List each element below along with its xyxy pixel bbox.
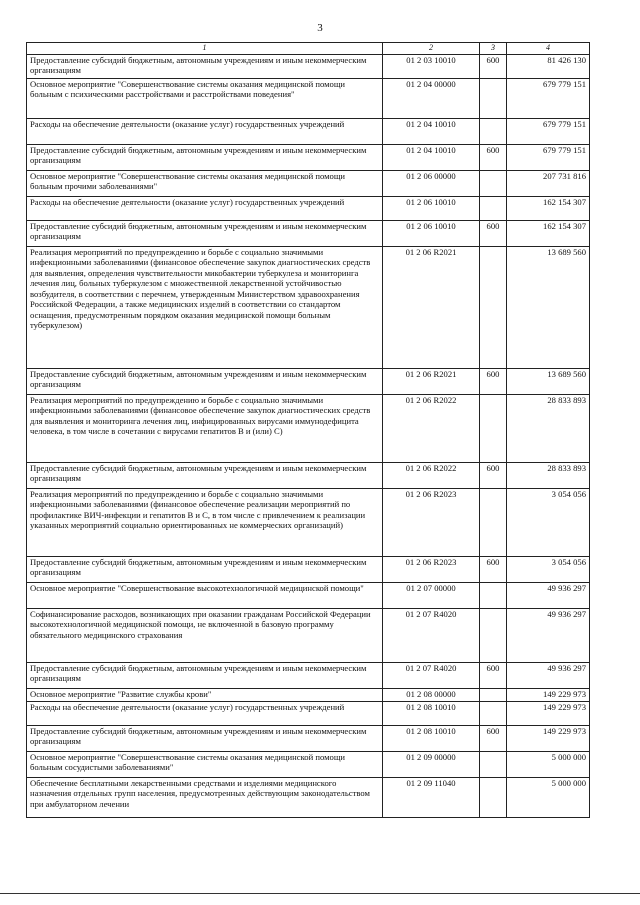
row-name: Предоставление субсидий бюджетным, автономным учреждениям и иным некоммерческим организациям [27,55,383,79]
row-vr: 600 [480,663,507,689]
row-name: Основное мероприятие "Совершенствование системы оказания медицинской помощи больным прочими заболеваниями" [27,171,383,197]
row-code: 01 2 08 10010 [383,726,480,752]
table-row [27,221,590,247]
table-row [27,463,590,489]
row-code: 01 2 07 R4020 [383,609,480,663]
row-name: Основное мероприятие "Развитие службы крови" [27,689,383,702]
row-name: Реализация мероприятий по предупреждению и борьбе с социально значимыми инфекционными заболеваниями (финансовое обеспечение закупок диагностических средств для выявления и мониторинга лечения лиц, инфицированных вирусами иммунодефицита человека, в том числе в сочетании с вирусами гепатитов В и (или) С) [27,395,383,463]
row-amount: 149 229 973 [507,702,590,726]
row-amount: 28 833 893 [507,463,590,489]
row-code: 01 2 06 00000 [383,171,480,197]
row-name: Предоставление субсидий бюджетным, автономным учреждениям и иным некоммерческим организациям [27,221,383,247]
table-row [27,395,590,463]
row-name: Предоставление субсидий бюджетным, автономным учреждениям и иным некоммерческим организациям [27,557,383,583]
row-amount: 207 731 816 [507,171,590,197]
row-code: 01 2 06 R2022 [383,463,480,489]
row-amount: 679 779 151 [507,145,590,171]
row-vr [480,119,507,145]
row-vr [480,583,507,609]
column-header-vr: 3 [480,43,507,55]
row-code: 01 2 09 00000 [383,752,480,778]
row-name: Предоставление субсидий бюджетным, автономным учреждениям и иным некоммерческим организациям [27,369,383,395]
row-code: 01 2 06 10010 [383,221,480,247]
row-amount: 5 000 000 [507,778,590,818]
row-amount: 162 154 307 [507,221,590,247]
row-code: 01 2 07 R4020 [383,663,480,689]
row-code: 01 2 08 00000 [383,689,480,702]
row-vr [480,752,507,778]
row-code: 01 2 06 10010 [383,197,480,221]
row-name: Предоставление субсидий бюджетным, автономным учреждениям и иным некоммерческим организациям [27,663,383,689]
row-vr: 600 [480,221,507,247]
row-amount: 679 779 151 [507,119,590,145]
row-name: Расходы на обеспечение деятельности (оказание услуг) государственных учреждений [27,197,383,221]
row-amount: 5 000 000 [507,752,590,778]
table-row [27,752,590,778]
row-amount: 162 154 307 [507,197,590,221]
row-amount: 149 229 973 [507,726,590,752]
row-vr [480,609,507,663]
row-vr [480,489,507,557]
row-code: 01 2 08 10010 [383,702,480,726]
row-code: 01 2 06 R2021 [383,247,480,369]
row-code: 01 2 06 R2021 [383,369,480,395]
row-name: Основное мероприятие "Совершенствование системы оказания медицинской помощи больным с психическими расстройствами и расстройствами поведения" [27,79,383,119]
row-vr [480,778,507,818]
row-vr [480,702,507,726]
row-vr: 600 [480,55,507,79]
row-vr [480,79,507,119]
table-row [27,583,590,609]
row-code: 01 2 09 11040 [383,778,480,818]
row-code: 01 2 04 10010 [383,119,480,145]
table-row [27,489,590,557]
row-amount: 28 833 893 [507,395,590,463]
column-header-amount: 4 [507,43,590,55]
row-amount: 81 426 130 [507,55,590,79]
table-row [27,557,590,583]
row-amount: 49 936 297 [507,663,590,689]
row-name: Предоставление субсидий бюджетным, автономным учреждениям и иным некоммерческим организациям [27,145,383,171]
row-code: 01 2 07 00000 [383,583,480,609]
table-row [27,197,590,221]
row-code: 01 2 06 R2023 [383,557,480,583]
column-header-code: 2 [383,43,480,55]
table-row [27,145,590,171]
table-row [27,119,590,145]
row-name: Обеспечение бесплатными лекарственными средствами и изделиями медицинского назначения отдельных групп населения, предусмотренных действующим законодательством при амбулаторном лечении [27,778,383,818]
row-name: Расходы на обеспечение деятельности (оказание услуг) государственных учреждений [27,119,383,145]
row-vr: 600 [480,145,507,171]
row-code: 01 2 04 00000 [383,79,480,119]
row-amount: 49 936 297 [507,583,590,609]
table-header-row [27,43,590,55]
row-name: Расходы на обеспечение деятельности (оказание услуг) государственных учреждений [27,702,383,726]
column-header-name: 1 [27,43,383,55]
row-vr [480,689,507,702]
row-amount: 13 689 560 [507,247,590,369]
row-amount: 149 229 973 [507,689,590,702]
row-vr: 600 [480,726,507,752]
row-amount: 679 779 151 [507,79,590,119]
row-amount: 3 054 056 [507,557,590,583]
table-row [27,663,590,689]
row-vr: 600 [480,557,507,583]
row-name: Реализация мероприятий по предупреждению и борьбе с социально значимыми инфекционными заболеваниями (финансовое обеспечение закупок диагностических средств для выявления, определения чувствительности микобактерии туберкулеза и мониторинга лечения лиц, больных туберкулезом с множественной лекарственной устойчивостью возбудителя, в соответствии с перечнем, утвержденным Министерством здравоохранения Российской Федерации, а также медицинских изделий в соответствии со стандартом оснащения, предусмотренным порядком оказания медицинской помощи больным туберкулезом) [27,247,383,369]
row-name: Основное мероприятие "Совершенствование системы оказания медицинской помощи больным сосудистыми заболеваниями" [27,752,383,778]
table-row [27,726,590,752]
row-vr: 600 [480,463,507,489]
budget-table [26,42,590,818]
row-name: Софинансирование расходов, возникающих при оказании гражданам Российской Федерации высокотехнологичной медицинской помощи, не включенной в базовую программу обязательного медицинского страхования [27,609,383,663]
row-vr [480,171,507,197]
row-code: 01 2 06 R2022 [383,395,480,463]
page-number: 3 [317,22,323,34]
row-amount: 13 689 560 [507,369,590,395]
row-vr [480,247,507,369]
row-name: Основное мероприятие "Совершенствование высокотехнологичной медицинской помощи" [27,583,383,609]
row-name: Предоставление субсидий бюджетным, автономным учреждениям и иным некоммерческим организациям [27,726,383,752]
table-row [27,171,590,197]
table-row [27,369,590,395]
row-vr [480,395,507,463]
row-code: 01 2 04 10010 [383,145,480,171]
page-bottom-rule [0,893,640,894]
row-name: Предоставление субсидий бюджетным, автономным учреждениям и иным некоммерческим организациям [27,463,383,489]
table-row [27,247,590,369]
row-amount: 49 936 297 [507,609,590,663]
table-row [27,609,590,663]
table-row [27,702,590,726]
row-name: Реализация мероприятий по предупреждению и борьбе с социально значимыми инфекционными заболеваниями (финансовое обеспечение реализации мероприятий по профилактике ВИЧ-инфекции и гепатитов В и С, в том числе с привлечением к реализации указанных мероприятий социально ориентированных не коммерческих организаций) [27,489,383,557]
row-vr: 600 [480,369,507,395]
table-row [27,79,590,119]
table-row [27,55,590,79]
row-code: 01 2 03 10010 [383,55,480,79]
row-amount: 3 054 056 [507,489,590,557]
table-row [27,778,590,818]
row-vr [480,197,507,221]
row-code: 01 2 06 R2023 [383,489,480,557]
table-row [27,689,590,702]
